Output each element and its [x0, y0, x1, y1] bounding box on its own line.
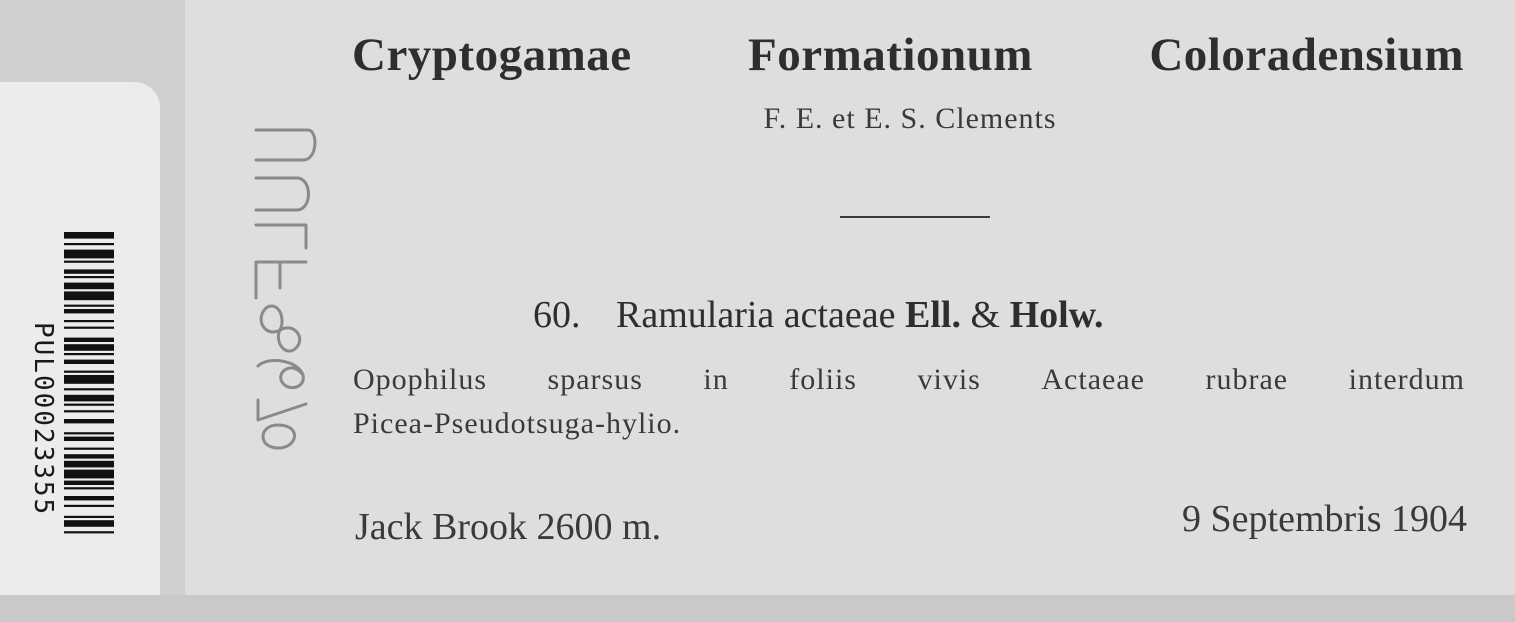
species-name: Ramularia actaeae	[616, 294, 896, 336]
exsiccata-number: 60.	[533, 294, 581, 336]
description-word: in	[703, 363, 729, 396]
habitat-description	[353, 358, 1465, 446]
barcode-number: PUL00023355	[28, 322, 58, 517]
description-word: foliis	[789, 363, 857, 396]
description-word: Actaeae	[1041, 363, 1145, 396]
title-word: Cryptogamae	[352, 29, 632, 81]
title-word: Coloradensium	[1149, 29, 1464, 81]
divider-rule	[840, 216, 990, 218]
authority-connector: &	[970, 294, 1001, 336]
collection-date: 9 Septembris 1904	[1182, 498, 1467, 540]
authority-second: Holw.	[1009, 294, 1104, 336]
title-word: Formationum	[748, 29, 1033, 81]
description-word: rubrae	[1205, 363, 1289, 396]
barcode-sticker	[0, 82, 160, 595]
locality: Jack Brook 2600 m.	[355, 506, 662, 548]
handwritten-accession-number	[248, 120, 318, 450]
collectors-line: F. E. et E. S. Clements	[763, 102, 1057, 135]
barcode-icon	[64, 232, 114, 622]
description-line: Picea-Pseudotsuga-hylio.	[353, 407, 682, 440]
description-word: Opophilus	[353, 363, 488, 396]
species-heading	[533, 293, 1104, 337]
description-line	[353, 358, 1465, 402]
description-word: sparsus	[547, 363, 643, 396]
description-word: interdum	[1348, 363, 1465, 396]
collection-title	[352, 28, 1464, 82]
description-word: vivis	[917, 363, 981, 396]
authority-first: Ell.	[905, 294, 961, 336]
